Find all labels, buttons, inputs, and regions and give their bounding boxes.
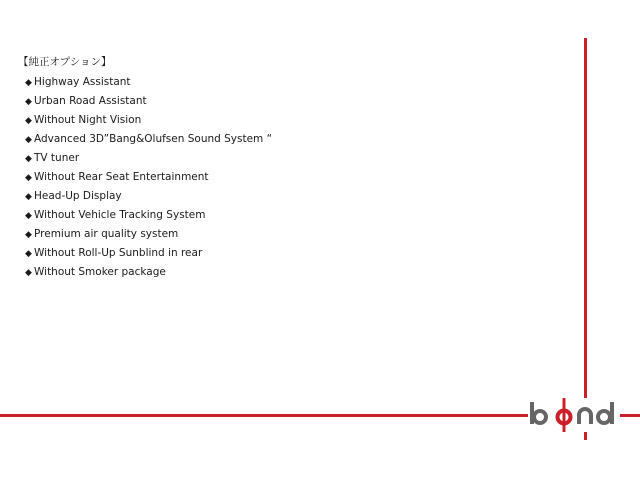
diamond-bullet-icon: ◆ (25, 135, 32, 145)
option-label: Urban Road Assistant (34, 95, 147, 107)
list-item (25, 170, 272, 189)
list-item (25, 75, 272, 94)
list-item (25, 132, 272, 151)
option-label: Without Vehicle Tracking System (34, 209, 206, 221)
option-label: Without Night Vision (34, 114, 142, 126)
option-label: Advanced 3D”Bang&Olufsen Sound System “ (34, 133, 273, 145)
option-label: Premium air quality system (34, 228, 179, 240)
diamond-bullet-icon: ◆ (25, 268, 32, 278)
diamond-bullet-icon: ◆ (25, 211, 32, 221)
list-item (25, 246, 272, 265)
diamond-bullet-icon: ◆ (25, 116, 32, 126)
option-label: Without Roll-Up Sunblind in rear (34, 247, 203, 259)
diamond-bullet-icon: ◆ (25, 97, 32, 107)
list-item (25, 265, 272, 284)
list-item (25, 189, 272, 208)
bond-logo (528, 398, 620, 432)
option-label: Highway Assistant (34, 76, 131, 88)
diamond-bullet-icon: ◆ (25, 78, 32, 88)
option-label: TV tuner (34, 152, 80, 164)
list-item (25, 227, 272, 246)
vertical-frame-line (584, 38, 587, 440)
bond-logo-mark (528, 398, 620, 432)
diamond-bullet-icon: ◆ (25, 154, 32, 164)
list-item (25, 94, 272, 113)
list-item (25, 208, 272, 227)
diamond-bullet-icon: ◆ (25, 230, 32, 240)
diamond-bullet-icon: ◆ (25, 173, 32, 183)
diamond-bullet-icon: ◆ (25, 249, 32, 259)
list-item (25, 151, 272, 170)
diamond-bullet-icon: ◆ (25, 192, 32, 202)
option-label: Without Rear Seat Entertainment (34, 171, 209, 183)
list-item (25, 113, 272, 132)
options-heading: 【純正オプション】 (18, 56, 112, 68)
option-label: Without Smoker package (34, 266, 166, 278)
option-label: Head-Up Display (34, 190, 122, 202)
options-list (25, 75, 272, 284)
